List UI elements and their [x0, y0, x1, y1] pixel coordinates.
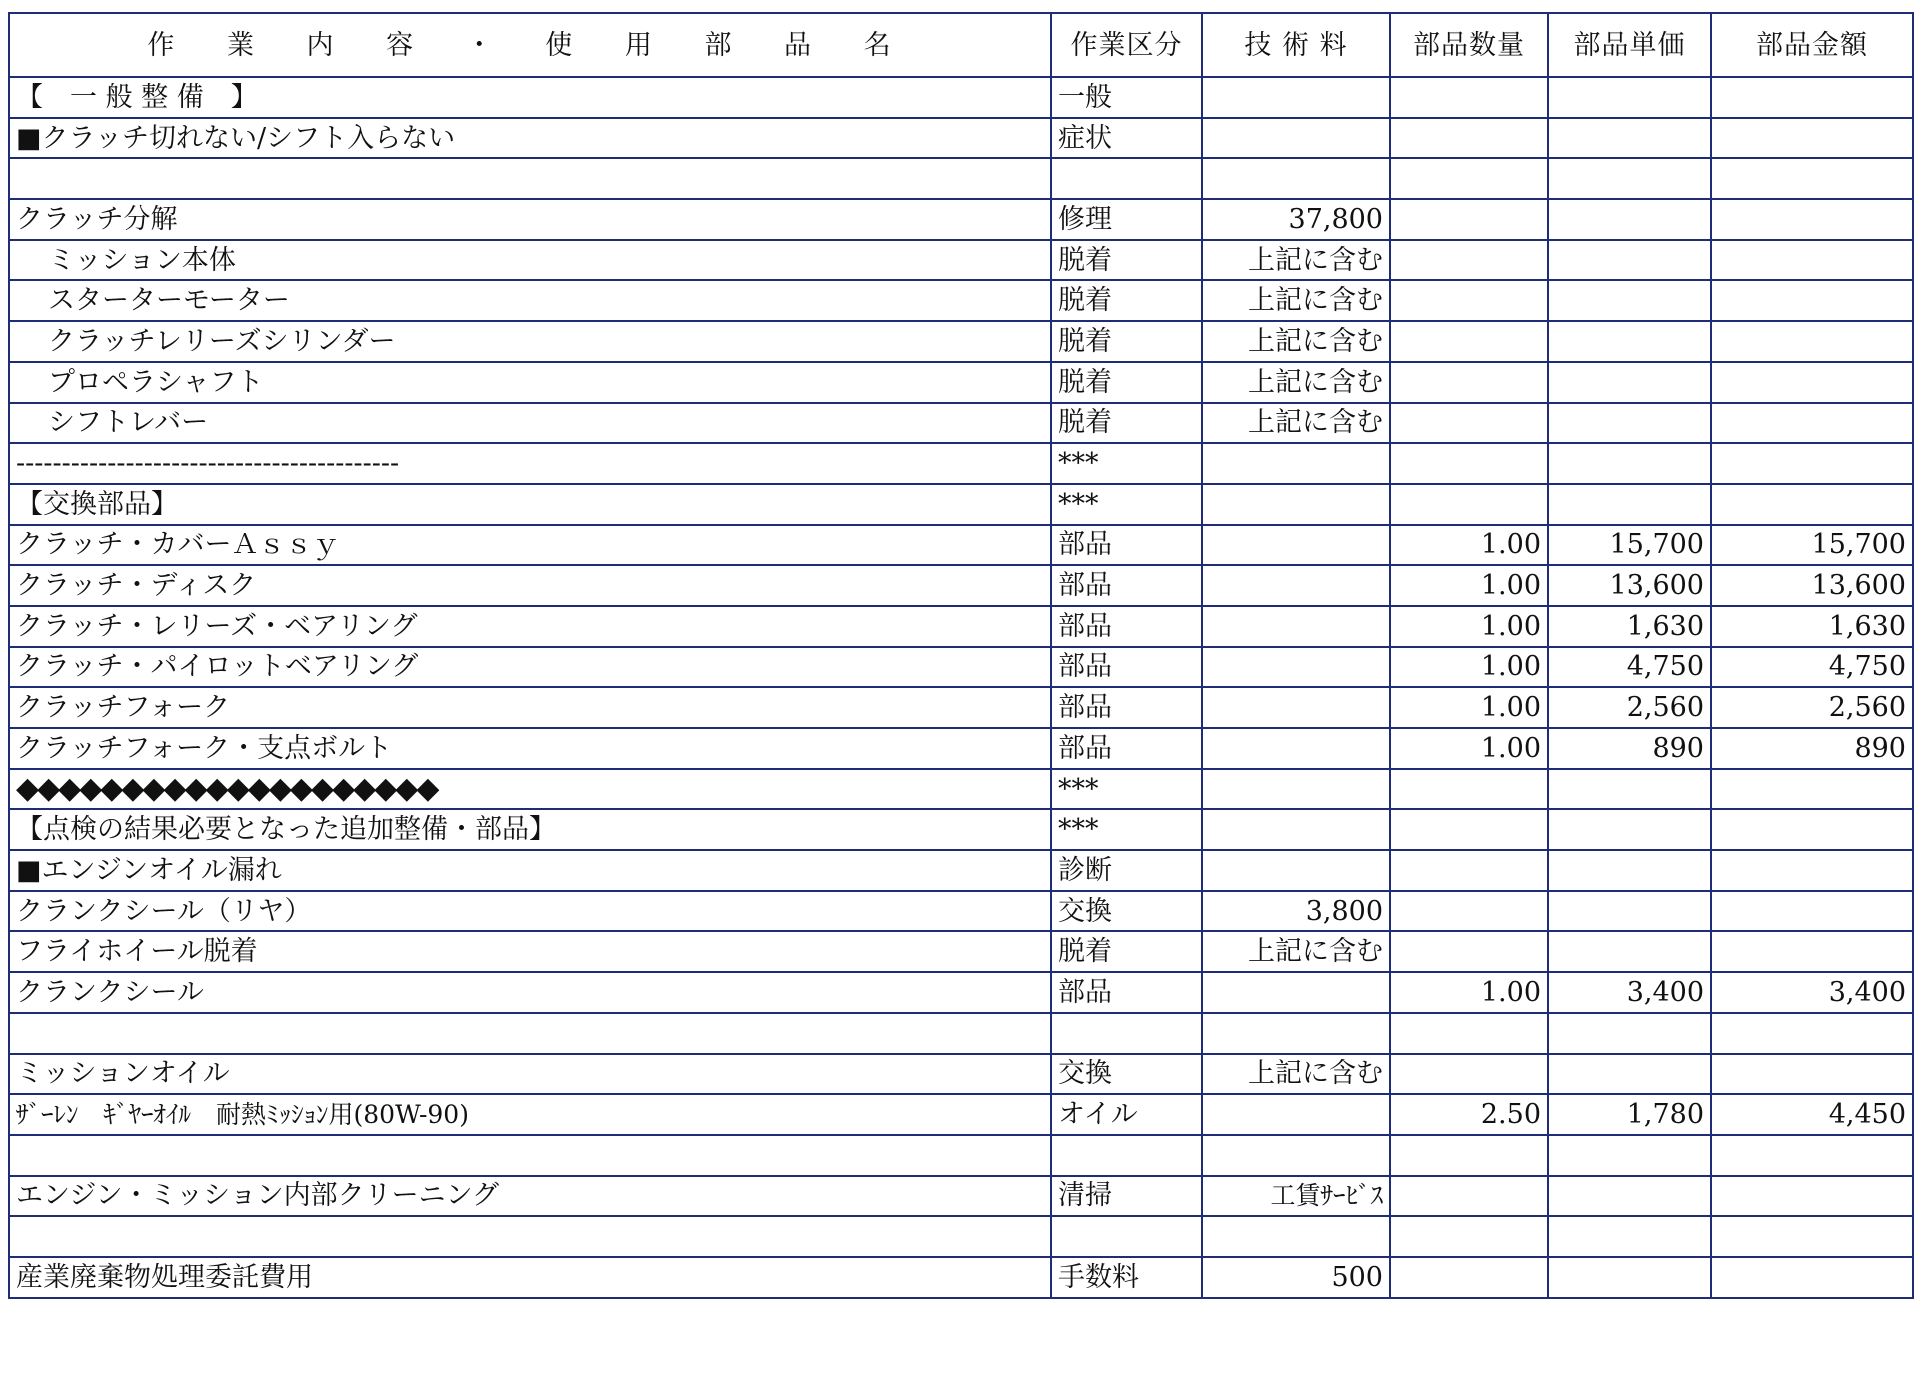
cell-technical-fee	[1202, 158, 1390, 199]
cell-part-amount	[1711, 1176, 1913, 1217]
cell-part-unit-price: 15,700	[1548, 525, 1711, 566]
cell-part-unit-price	[1548, 240, 1711, 281]
cell-part-amount	[1711, 1054, 1913, 1095]
cell-work-category: オイル	[1051, 1094, 1202, 1135]
cell-part-quantity	[1390, 809, 1548, 850]
cell-part-unit-price	[1548, 280, 1711, 321]
cell-technical-fee	[1202, 443, 1390, 484]
cell-part-unit-price	[1548, 118, 1711, 159]
cell-part-unit-price: 890	[1548, 728, 1711, 769]
table-row	[9, 158, 1913, 199]
cell-part-quantity: 2.50	[1390, 1094, 1548, 1135]
header-technical-fee: 技 術 料	[1202, 13, 1390, 77]
cell-work-category: ***	[1051, 809, 1202, 850]
cell-part-quantity	[1390, 280, 1548, 321]
cell-technical-fee: 上記に含む	[1202, 240, 1390, 281]
cell-technical-fee	[1202, 606, 1390, 647]
cell-part-amount	[1711, 891, 1913, 932]
table-row	[9, 809, 1913, 850]
cell-technical-fee	[1202, 728, 1390, 769]
cell-part-amount	[1711, 1013, 1913, 1054]
cell-work-content: 【 一 般 整 備 】	[9, 77, 1051, 118]
cell-technical-fee: 工賃ｻｰﾋﾞｽ	[1202, 1176, 1390, 1217]
cell-part-quantity	[1390, 1013, 1548, 1054]
cell-part-amount: 3,400	[1711, 972, 1913, 1013]
table-row	[9, 972, 1913, 1013]
cell-part-amount: 1,630	[1711, 606, 1913, 647]
cell-part-unit-price: 2,560	[1548, 687, 1711, 728]
cell-part-unit-price: 4,750	[1548, 647, 1711, 688]
cell-part-amount	[1711, 280, 1913, 321]
cell-part-unit-price	[1548, 199, 1711, 240]
cell-work-content: クラッチフォーク	[9, 687, 1051, 728]
cell-work-category: 手数料	[1051, 1257, 1202, 1298]
cell-part-unit-price	[1548, 809, 1711, 850]
cell-part-quantity: 1.00	[1390, 728, 1548, 769]
cell-part-unit-price	[1548, 1135, 1711, 1176]
table-row	[9, 118, 1913, 159]
table-row	[9, 565, 1913, 606]
table-row	[9, 240, 1913, 281]
cell-technical-fee	[1202, 525, 1390, 566]
cell-technical-fee	[1202, 1013, 1390, 1054]
cell-work-content: ◆◆◆◆◆◆◆◆◆◆◆◆◆◆◆◆◆◆◆◆	[9, 769, 1051, 810]
cell-part-amount: 4,750	[1711, 647, 1913, 688]
cell-work-content: ■クラッチ切れない/シフト入らない	[9, 118, 1051, 159]
cell-work-category: 清掃	[1051, 1176, 1202, 1217]
cell-work-content: クラッチ分解	[9, 199, 1051, 240]
table-row	[9, 525, 1913, 566]
table-row	[9, 280, 1913, 321]
cell-work-content: プロペラシャフト	[9, 362, 1051, 403]
cell-part-quantity: 1.00	[1390, 565, 1548, 606]
cell-part-quantity: 1.00	[1390, 647, 1548, 688]
cell-work-content: ------------------------------------------	[9, 443, 1051, 484]
cell-work-content: 【点検の結果必要となった追加整備・部品】	[9, 809, 1051, 850]
cell-work-category: 症状	[1051, 118, 1202, 159]
cell-part-quantity	[1390, 199, 1548, 240]
table-row	[9, 1216, 1913, 1257]
table-row	[9, 1176, 1913, 1217]
cell-work-category	[1051, 158, 1202, 199]
cell-part-unit-price	[1548, 1054, 1711, 1095]
cell-part-quantity	[1390, 118, 1548, 159]
table-row	[9, 1257, 1913, 1298]
cell-work-content: フライホイール脱着	[9, 931, 1051, 972]
cell-work-content: ミッションオイル	[9, 1054, 1051, 1095]
header-row	[9, 13, 1913, 77]
cell-part-quantity	[1390, 1216, 1548, 1257]
cell-part-quantity	[1390, 158, 1548, 199]
table-row	[9, 321, 1913, 362]
cell-work-category: 脱着	[1051, 280, 1202, 321]
cell-part-amount	[1711, 77, 1913, 118]
cell-part-unit-price	[1548, 931, 1711, 972]
cell-work-category: 部品	[1051, 972, 1202, 1013]
table-row	[9, 647, 1913, 688]
cell-work-content: ■エンジンオイル漏れ	[9, 850, 1051, 891]
cell-part-amount	[1711, 240, 1913, 281]
cell-work-category: 部品	[1051, 728, 1202, 769]
cell-work-category: 一般	[1051, 77, 1202, 118]
table-row	[9, 1135, 1913, 1176]
cell-part-quantity	[1390, 321, 1548, 362]
cell-work-category	[1051, 1216, 1202, 1257]
cell-work-content: ミッション本体	[9, 240, 1051, 281]
cell-part-quantity	[1390, 931, 1548, 972]
cell-part-quantity	[1390, 77, 1548, 118]
cell-technical-fee: 上記に含む	[1202, 321, 1390, 362]
cell-work-category: ***	[1051, 769, 1202, 810]
cell-part-quantity	[1390, 850, 1548, 891]
table-row	[9, 1013, 1913, 1054]
table-row	[9, 687, 1913, 728]
cell-work-content	[9, 1216, 1051, 1257]
cell-part-unit-price	[1548, 362, 1711, 403]
cell-part-amount	[1711, 118, 1913, 159]
cell-work-category: 部品	[1051, 525, 1202, 566]
cell-part-amount: 13,600	[1711, 565, 1913, 606]
cell-technical-fee	[1202, 1216, 1390, 1257]
cell-part-quantity	[1390, 443, 1548, 484]
cell-part-quantity	[1390, 403, 1548, 444]
cell-part-quantity	[1390, 1054, 1548, 1095]
cell-part-amount: 15,700	[1711, 525, 1913, 566]
table-row	[9, 1094, 1913, 1135]
table-row	[9, 931, 1913, 972]
cell-part-amount	[1711, 1135, 1913, 1176]
cell-part-quantity: 1.00	[1390, 525, 1548, 566]
table-row	[9, 769, 1913, 810]
cell-part-amount	[1711, 484, 1913, 525]
cell-technical-fee	[1202, 972, 1390, 1013]
cell-work-content: クラッチレリーズシリンダー	[9, 321, 1051, 362]
cell-work-content: ｻﾞｰﾚﾝ ｷﾞﾔｰｵｲﾙ 耐熱ﾐｯｼｮﾝ用(80W-90)	[9, 1094, 1051, 1135]
cell-work-category: 脱着	[1051, 240, 1202, 281]
cell-technical-fee	[1202, 687, 1390, 728]
table-row	[9, 606, 1913, 647]
cell-part-unit-price	[1548, 891, 1711, 932]
cell-work-content: クラッチ・パイロットベアリング	[9, 647, 1051, 688]
table-row	[9, 77, 1913, 118]
cell-part-amount	[1711, 158, 1913, 199]
cell-work-category: ***	[1051, 484, 1202, 525]
cell-part-unit-price	[1548, 769, 1711, 810]
cell-part-unit-price	[1548, 850, 1711, 891]
cell-work-category: 診断	[1051, 850, 1202, 891]
cell-part-amount	[1711, 1257, 1913, 1298]
header-part-amount: 部品金額	[1711, 13, 1913, 77]
cell-work-category: ***	[1051, 443, 1202, 484]
cell-technical-fee	[1202, 769, 1390, 810]
cell-work-category: 脱着	[1051, 403, 1202, 444]
cell-part-quantity	[1390, 484, 1548, 525]
table-row	[9, 891, 1913, 932]
cell-part-unit-price	[1548, 443, 1711, 484]
cell-part-unit-price	[1548, 77, 1711, 118]
cell-part-amount	[1711, 321, 1913, 362]
cell-part-amount	[1711, 362, 1913, 403]
cell-work-content: 【交換部品】	[9, 484, 1051, 525]
cell-part-quantity	[1390, 362, 1548, 403]
cell-part-amount	[1711, 931, 1913, 972]
table-row	[9, 403, 1913, 444]
cell-work-category: 交換	[1051, 1054, 1202, 1095]
cell-work-category: 脱着	[1051, 362, 1202, 403]
cell-part-amount	[1711, 809, 1913, 850]
cell-work-category: 修理	[1051, 199, 1202, 240]
table-row	[9, 850, 1913, 891]
cell-work-category: 交換	[1051, 891, 1202, 932]
cell-part-amount	[1711, 443, 1913, 484]
cell-part-unit-price: 1,630	[1548, 606, 1711, 647]
cell-part-quantity	[1390, 1135, 1548, 1176]
cell-part-quantity	[1390, 891, 1548, 932]
cell-work-content	[9, 1013, 1051, 1054]
cell-technical-fee	[1202, 118, 1390, 159]
header-work-content: 作 業 内 容 ・ 使 用 部 品 名	[9, 13, 1051, 77]
cell-technical-fee	[1202, 484, 1390, 525]
cell-technical-fee: 上記に含む	[1202, 931, 1390, 972]
table-row	[9, 199, 1913, 240]
cell-technical-fee: 上記に含む	[1202, 362, 1390, 403]
cell-technical-fee	[1202, 1135, 1390, 1176]
cell-work-content: クランクシール	[9, 972, 1051, 1013]
cell-work-content	[9, 158, 1051, 199]
cell-work-category: 脱着	[1051, 321, 1202, 362]
cell-technical-fee	[1202, 565, 1390, 606]
header-part-quantity: 部品数量	[1390, 13, 1548, 77]
cell-work-content: スターターモーター	[9, 280, 1051, 321]
cell-technical-fee: 3,800	[1202, 891, 1390, 932]
header-work-category: 作業区分	[1051, 13, 1202, 77]
cell-part-unit-price	[1548, 1216, 1711, 1257]
cell-part-unit-price	[1548, 321, 1711, 362]
cell-technical-fee: 500	[1202, 1257, 1390, 1298]
cell-part-amount	[1711, 1216, 1913, 1257]
cell-work-content: エンジン・ミッション内部クリーニング	[9, 1176, 1051, 1217]
table-row	[9, 1054, 1913, 1095]
cell-part-unit-price: 13,600	[1548, 565, 1711, 606]
estimate-sheet	[8, 12, 1912, 1299]
cell-part-quantity: 1.00	[1390, 972, 1548, 1013]
cell-technical-fee: 上記に含む	[1202, 280, 1390, 321]
cell-work-content: クラッチ・カバーＡｓｓｙ	[9, 525, 1051, 566]
cell-work-category	[1051, 1135, 1202, 1176]
cell-work-category: 部品	[1051, 565, 1202, 606]
cell-part-amount	[1711, 199, 1913, 240]
cell-part-unit-price	[1548, 403, 1711, 444]
cell-work-content: クラッチ・ディスク	[9, 565, 1051, 606]
table-row	[9, 484, 1913, 525]
cell-technical-fee	[1202, 77, 1390, 118]
cell-part-quantity: 1.00	[1390, 606, 1548, 647]
table-row	[9, 728, 1913, 769]
cell-work-category: 脱着	[1051, 931, 1202, 972]
cell-technical-fee: 37,800	[1202, 199, 1390, 240]
cell-work-category: 部品	[1051, 687, 1202, 728]
cell-part-amount	[1711, 769, 1913, 810]
cell-work-content	[9, 1135, 1051, 1176]
cell-part-unit-price	[1548, 1176, 1711, 1217]
cell-part-amount	[1711, 403, 1913, 444]
cell-part-unit-price	[1548, 158, 1711, 199]
cell-part-unit-price	[1548, 484, 1711, 525]
cell-work-content: クラッチフォーク・支点ボルト	[9, 728, 1051, 769]
cell-part-unit-price: 1,780	[1548, 1094, 1711, 1135]
cell-part-quantity: 1.00	[1390, 687, 1548, 728]
cell-technical-fee: 上記に含む	[1202, 403, 1390, 444]
cell-work-content: 産業廃棄物処理委託費用	[9, 1257, 1051, 1298]
cell-technical-fee	[1202, 850, 1390, 891]
cell-part-amount	[1711, 850, 1913, 891]
cell-technical-fee: 上記に含む	[1202, 1054, 1390, 1095]
cell-part-quantity	[1390, 1176, 1548, 1217]
cell-part-unit-price	[1548, 1013, 1711, 1054]
cell-part-quantity	[1390, 240, 1548, 281]
cell-part-unit-price	[1548, 1257, 1711, 1298]
table-row	[9, 362, 1913, 403]
cell-work-content: クランクシール（リヤ）	[9, 891, 1051, 932]
estimate-rows	[9, 77, 1913, 1298]
table-row	[9, 443, 1913, 484]
cell-part-amount: 890	[1711, 728, 1913, 769]
cell-part-amount: 2,560	[1711, 687, 1913, 728]
cell-work-content: クラッチ・レリーズ・ベアリング	[9, 606, 1051, 647]
cell-technical-fee	[1202, 809, 1390, 850]
cell-work-content: シフトレバー	[9, 403, 1051, 444]
cell-work-category	[1051, 1013, 1202, 1054]
cell-technical-fee	[1202, 647, 1390, 688]
cell-part-quantity	[1390, 1257, 1548, 1298]
estimate-table	[8, 12, 1914, 1299]
cell-work-category: 部品	[1051, 647, 1202, 688]
header-part-unit-price: 部品単価	[1548, 13, 1711, 77]
cell-work-category: 部品	[1051, 606, 1202, 647]
cell-part-quantity	[1390, 769, 1548, 810]
cell-technical-fee	[1202, 1094, 1390, 1135]
cell-part-unit-price: 3,400	[1548, 972, 1711, 1013]
cell-part-amount: 4,450	[1711, 1094, 1913, 1135]
